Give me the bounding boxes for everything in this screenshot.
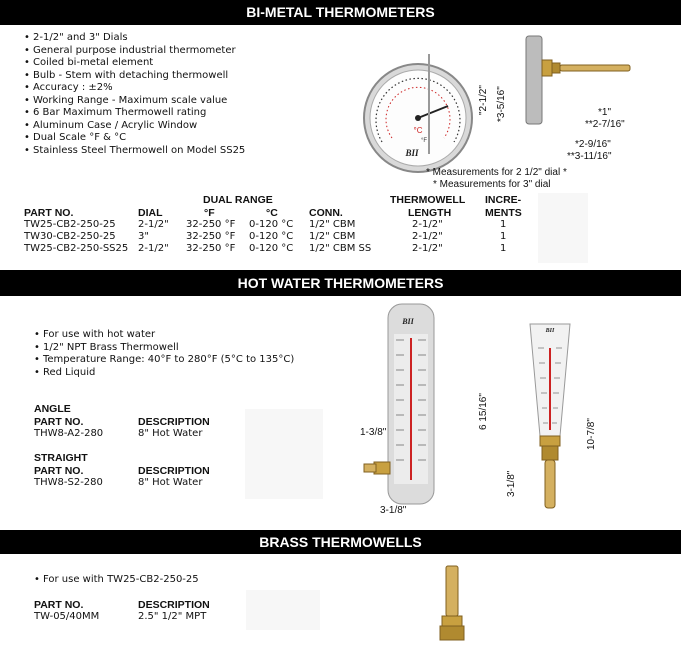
cell-f: 32-250 °F xyxy=(186,231,236,242)
cell-conn: 1/2" CBM xyxy=(309,219,356,230)
feature-item: • Bulb - Stem with detaching thermowell xyxy=(24,70,245,83)
note-3-dial: * Measurements for 3" dial xyxy=(433,179,551,190)
brass-banner xyxy=(0,530,681,554)
feature-item: • Dual Scale °F & °C xyxy=(24,132,245,145)
brass-desc: 2.5" 1/2" MPT xyxy=(138,611,207,622)
feature-item: • General purpose industrial thermometer xyxy=(24,45,245,58)
bimetal-feature-list xyxy=(24,32,245,157)
straight-part: THW8-S2-280 xyxy=(34,477,103,488)
cell-part: TW25-CB2-250-25 xyxy=(24,219,116,230)
feature-item: • 6 Bar Maximum Thermowell rating xyxy=(24,107,245,120)
dim-straight-stem: 3-1/8" xyxy=(506,470,517,497)
feature-item: • Aluminum Case / Acrylic Window xyxy=(24,120,245,133)
image-placeholder xyxy=(246,590,320,630)
image-placeholder xyxy=(245,409,323,499)
image-placeholder xyxy=(538,193,588,263)
part-no-header: PART NO. xyxy=(24,207,74,219)
dim-angle-height: 6 15/16" xyxy=(478,393,489,430)
feature-item: • For use with hot water xyxy=(34,329,294,342)
dial-thermometer-image xyxy=(362,62,474,174)
c-header: °C xyxy=(266,207,278,219)
cell-inc: 1 xyxy=(500,219,507,230)
brass-part-header: PART NO. xyxy=(34,599,84,611)
angle-part: THW8-A2-280 xyxy=(34,428,104,439)
feature-item: • Red Liquid xyxy=(34,367,294,380)
cell-length: 2-1/2" xyxy=(412,243,443,254)
dial-header: DIAL xyxy=(138,207,163,219)
angle-desc: 8" Hot Water xyxy=(138,428,203,439)
cell-inc: 1 xyxy=(500,243,507,254)
feature-item: • Stainless Steel Thermowell on Model SS25 xyxy=(24,145,245,158)
dim-angle-bottom: 3-1/8" xyxy=(380,505,407,516)
dim-depth-2: **3-11/16" xyxy=(567,151,612,162)
feature-item: • 2-1/2" and 3" Dials xyxy=(24,32,245,45)
conn-header: CONN. xyxy=(309,207,343,219)
increments-header-top: INCRE- xyxy=(485,194,522,206)
straight-desc-header: DESCRIPTION xyxy=(138,465,210,477)
cell-length: 2-1/2" xyxy=(412,231,443,242)
straight-brand: BII xyxy=(545,328,555,334)
dial-side-view-image xyxy=(520,30,640,130)
brass-feature-list xyxy=(34,574,199,587)
feature-item: • Temperature Range: 40°F to 280°F (5°C to 135°C) xyxy=(34,354,294,367)
straight-thermometer-image xyxy=(520,318,580,518)
dim-dial-size: "2-1/2" xyxy=(478,85,489,115)
thermowell-header-top: THERMOWELL xyxy=(390,194,466,206)
straight-label: STRAIGHT xyxy=(34,452,88,464)
cell-c: 0-120 °C xyxy=(249,231,294,242)
angle-brand: BII xyxy=(402,317,414,326)
cell-conn: 1/2" CBM SS xyxy=(309,243,372,254)
cell-c: 0-120 °C xyxy=(249,219,294,230)
cell-conn: 1/2" CBM xyxy=(309,231,356,242)
hotwater-feature-list xyxy=(34,329,294,379)
straight-part-header: PART NO. xyxy=(34,465,84,477)
straight-desc: 8" Hot Water xyxy=(138,477,203,488)
cell-f: 32-250 °F xyxy=(186,219,236,230)
brass-title: BRASS THERMOWELLS xyxy=(259,534,422,550)
dim-line xyxy=(428,54,430,154)
hotwater-title: HOT WATER THERMOMETERS xyxy=(237,275,444,291)
feature-item: • 1/2" NPT Brass Thermowell xyxy=(34,342,294,355)
feature-item: • Accuracy : ±2% xyxy=(24,82,245,95)
dim-stem-2: **2-7/16" xyxy=(585,119,625,130)
dial-unit-c: °C xyxy=(413,126,423,135)
cell-c: 0-120 °C xyxy=(249,243,294,254)
cell-part: TW30-CB2-250-25 xyxy=(24,231,116,242)
f-header: °F xyxy=(204,207,215,219)
cell-part: TW25-CB2-250-SS25 xyxy=(24,243,129,254)
cell-length: 2-1/2" xyxy=(412,219,443,230)
cell-f: 32-250 °F xyxy=(186,243,236,254)
cell-dial: 2-1/2" xyxy=(138,219,169,230)
note-25-dial: * Measurements for 2 1/2" dial * xyxy=(426,167,567,178)
cell-dial: 3" xyxy=(138,231,149,242)
brass-thermowell-image xyxy=(436,564,466,644)
bimetal-title: BI-METAL THERMOMETERS xyxy=(246,4,435,20)
dial-brand: BII xyxy=(405,148,419,158)
dim-straight-height: 10-7/8" xyxy=(586,418,597,450)
angle-label: ANGLE xyxy=(34,403,71,415)
dim-dial-height: *3-5/16" xyxy=(496,86,507,122)
dim-depth-1: *2-9/16" xyxy=(575,139,611,150)
dim-stem-1: *1" xyxy=(598,107,612,118)
feature-item: • Coiled bi-metal element xyxy=(24,57,245,70)
angle-part-header: PART NO. xyxy=(34,416,84,428)
angle-thermometer-image xyxy=(360,300,460,515)
dim-angle-side: 1-3/8" xyxy=(360,427,387,438)
feature-item: • For use with TW25-CB2-250-25 xyxy=(34,574,199,587)
cell-inc: 1 xyxy=(500,231,507,242)
cell-dial: 2-1/2" xyxy=(138,243,169,254)
hotwater-banner xyxy=(0,270,681,296)
brass-desc-header: DESCRIPTION xyxy=(138,599,210,611)
dial-unit-f: °F xyxy=(420,138,428,144)
feature-item: • Working Range - Maximum scale value xyxy=(24,95,245,108)
bimetal-banner xyxy=(0,0,681,25)
length-header: LENGTH xyxy=(408,207,452,219)
dual-range-header: DUAL RANGE xyxy=(203,194,273,206)
angle-desc-header: DESCRIPTION xyxy=(138,416,210,428)
increments-header: MENTS xyxy=(485,207,522,219)
brass-part: TW-05/40MM xyxy=(34,611,100,622)
